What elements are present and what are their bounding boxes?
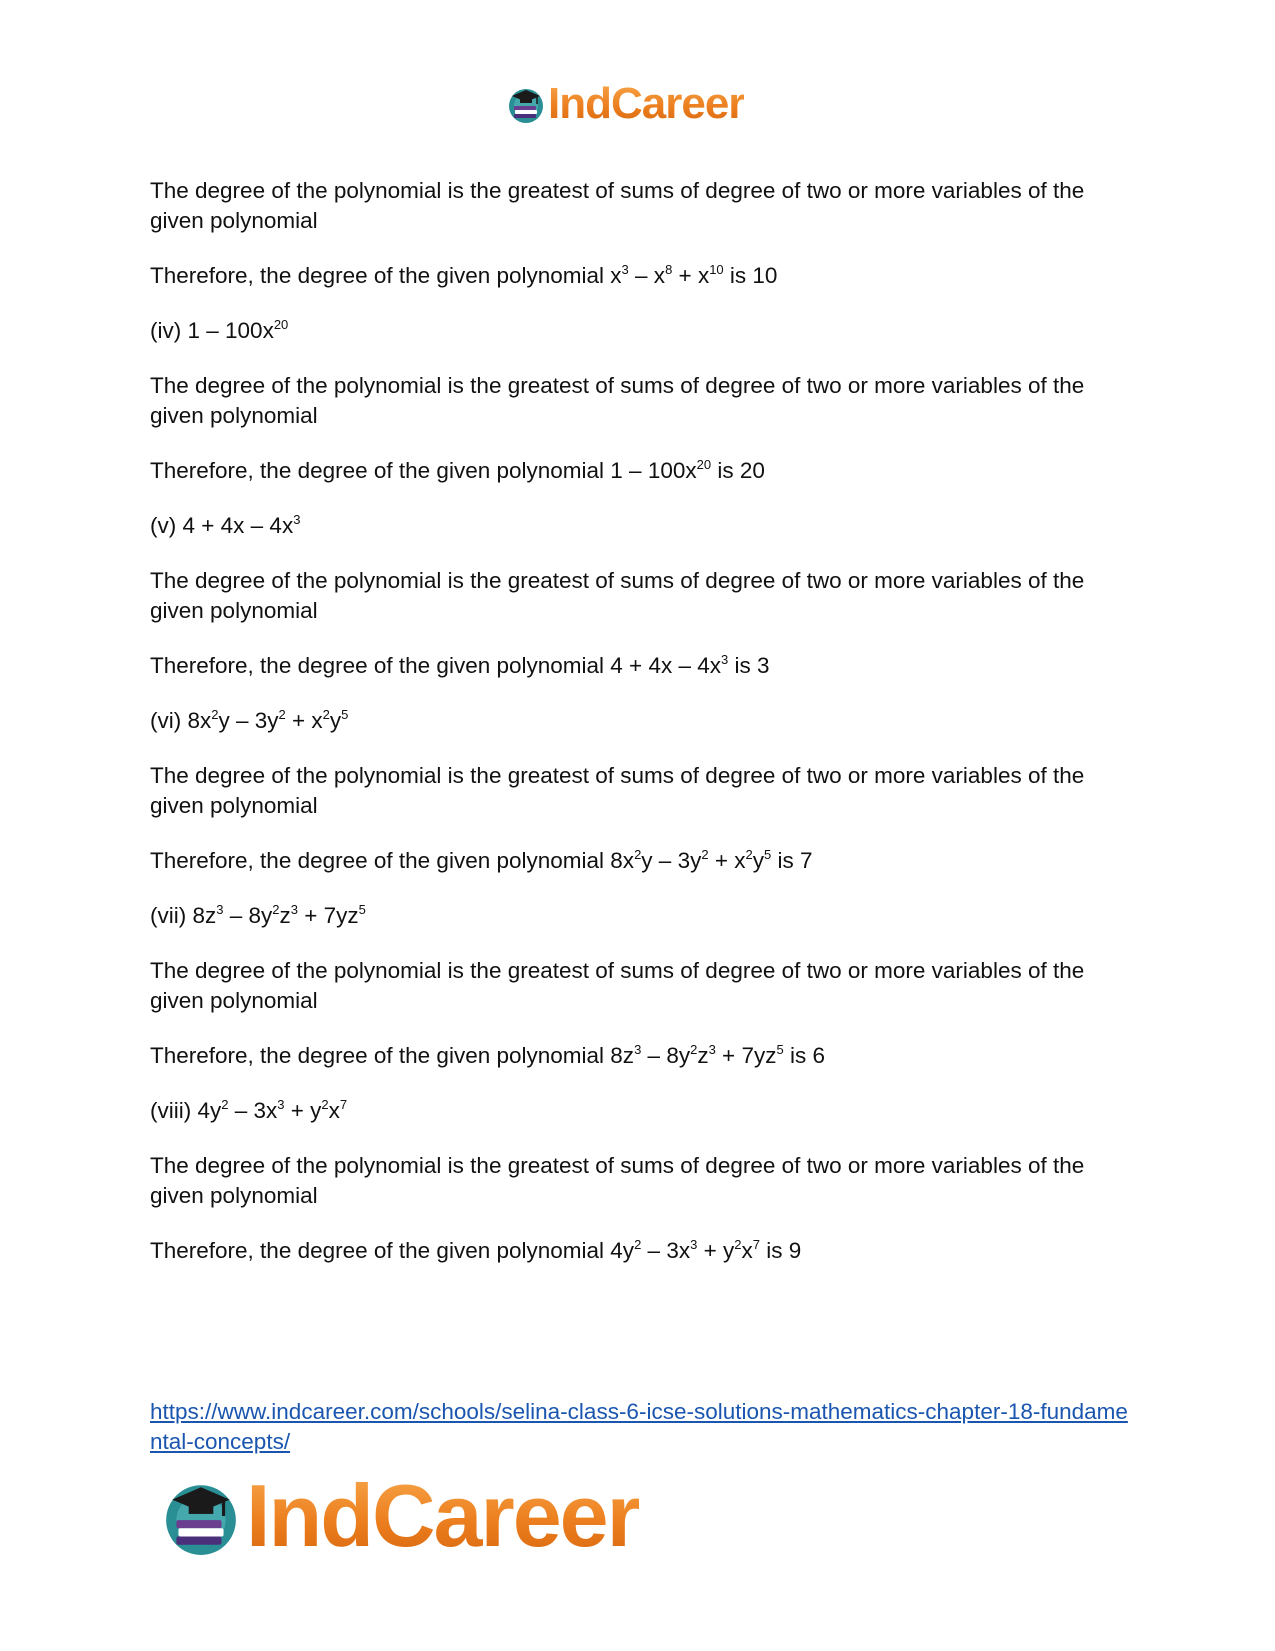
answer-text [150, 1236, 1130, 1266]
expression-part: – 3x [641, 1238, 691, 1263]
expression-part: z [279, 903, 291, 928]
exponent: 3 [621, 261, 629, 277]
answer-text [150, 1041, 1130, 1071]
text-run: is 9 [759, 1238, 802, 1263]
expression-part: y [752, 848, 764, 873]
exponent: 20 [696, 456, 712, 472]
explanation-text: The degree of the polynomial is the greatest of sums of degree of two or more variables of the given polynomial [150, 958, 1085, 1013]
expression-part: y – 3y [641, 848, 702, 873]
explanation-text: The degree of the polynomial is the greatest of sums of degree of two or more variables of the given polynomial [150, 568, 1085, 623]
exponent: 2 [221, 1096, 229, 1112]
text-run: is 7 [771, 848, 813, 873]
exponent: 3 [634, 1041, 642, 1057]
text-run: Therefore, the degree of the given polynomial [150, 848, 611, 873]
text-run: (iv) [150, 318, 188, 343]
answer-text [150, 456, 1130, 486]
explanation-text: The degree of the polynomial is the greatest of sums of degree of two or more variables of the given polynomial [150, 1153, 1085, 1208]
expression-part: 1 – 100x [187, 318, 274, 343]
exponent: 3 [721, 651, 729, 667]
question-item [150, 316, 1130, 346]
document-body [150, 176, 1130, 1291]
text-run: Therefore, the degree of the given polynomial [150, 653, 611, 678]
exponent: 5 [341, 706, 349, 722]
expression-part: y – 3y [218, 708, 279, 733]
exponent: 2 [278, 706, 286, 722]
expression-part: + 7yz [297, 903, 359, 928]
expression-part: – 3x [228, 1098, 278, 1123]
source-link[interactable]: https://www.indcareer.com/schools/selina-class-6-icse-solutions-mathematics-chapter-18-fundamental-concepts/ [150, 1399, 1128, 1454]
exponent: 7 [752, 1236, 760, 1252]
exponent: 5 [358, 901, 366, 917]
expression-part: + x [708, 848, 746, 873]
exponent: 3 [277, 1096, 285, 1112]
exponent: 2 [734, 1236, 742, 1252]
expression-part: + x [285, 708, 323, 733]
text-run: is 3 [728, 653, 770, 678]
text-run: (vi) [150, 708, 188, 733]
exponent: 8 [665, 261, 673, 277]
exponent: 3 [290, 901, 298, 917]
expression-part: 8z [192, 903, 217, 928]
question-item [150, 901, 1130, 931]
exponent: 2 [701, 846, 709, 862]
expression-part: – 8y [641, 1043, 691, 1068]
question-item [150, 706, 1130, 736]
graduation-book-icon [506, 84, 546, 124]
expression-part: 8z [610, 1043, 635, 1068]
expression-part: x [741, 1238, 753, 1263]
exponent: 5 [763, 846, 772, 862]
exponent: 3 [690, 1236, 698, 1252]
text-run: is 10 [723, 263, 778, 288]
explanation-text: The degree of the polynomial is the greatest of sums of degree of two or more variables of the given polynomial [150, 178, 1085, 233]
expression-part: 4y [610, 1238, 635, 1263]
explanation-text: The degree of the polynomial is the greatest of sums of degree of two or more variables of the given polynomial [150, 763, 1085, 818]
expression-part: + y [697, 1238, 735, 1263]
logo-wordmark: IndCareer [246, 1466, 639, 1565]
exponent: 2 [634, 1236, 642, 1252]
expression-part: x [328, 1098, 340, 1123]
expression-part: z [697, 1043, 709, 1068]
exponent: 2 [745, 846, 753, 862]
expression-part: + x [672, 263, 710, 288]
exponent: 2 [690, 1041, 698, 1057]
exponent: 2 [211, 706, 219, 722]
expression-part: 8x [187, 708, 212, 733]
expression-part: – x [628, 263, 666, 288]
exponent: 2 [634, 846, 642, 862]
expression-part: + 7yz [715, 1043, 777, 1068]
text-run: is 20 [711, 458, 765, 483]
answer-text [150, 651, 1130, 681]
expression-part: y [329, 708, 342, 733]
expression-part: 1 – 100x [610, 458, 697, 483]
text-run: (v) [150, 513, 183, 538]
exponent: 3 [708, 1041, 716, 1057]
exponent: 10 [709, 261, 724, 277]
text-run: is 6 [783, 1043, 825, 1068]
question-item [150, 1096, 1130, 1126]
question-item [150, 511, 1130, 541]
exponent: 3 [293, 511, 301, 527]
answer-text [150, 261, 1130, 291]
explanation-text: The degree of the polynomial is the greatest of sums of degree of two or more variables of the given polynomial [150, 373, 1085, 428]
expression-part: 4y [197, 1098, 222, 1123]
expression-part: – 8y [223, 903, 273, 928]
expression-part: x [610, 263, 622, 288]
text-run: Therefore, the degree of the given polynomial [150, 1238, 611, 1263]
graduation-book-icon [160, 1475, 242, 1557]
expression-part: 8x [610, 848, 635, 873]
header-logo [506, 80, 744, 128]
exponent: 5 [776, 1041, 784, 1057]
exponent: 2 [321, 1096, 329, 1112]
footer-logo [160, 1466, 639, 1565]
text-run: (vii) [150, 903, 193, 928]
expression-part: + y [284, 1098, 322, 1123]
logo-wordmark: IndCareer [548, 79, 745, 128]
exponent: 7 [339, 1096, 348, 1112]
text-run: Therefore, the degree of the given polynomial [150, 263, 611, 288]
exponent: 3 [216, 901, 224, 917]
text-run: Therefore, the degree of the given polynomial [150, 458, 611, 483]
exponent: 2 [322, 706, 330, 722]
expression-part: 4 + 4x – 4x [182, 513, 294, 538]
exponent: 2 [272, 901, 280, 917]
text-run: Therefore, the degree of the given polynomial [150, 1043, 611, 1068]
text-run: (viii) [150, 1098, 198, 1123]
exponent: 20 [273, 316, 289, 332]
expression-part: 4 + 4x – 4x [610, 653, 721, 678]
answer-text [150, 846, 1130, 876]
